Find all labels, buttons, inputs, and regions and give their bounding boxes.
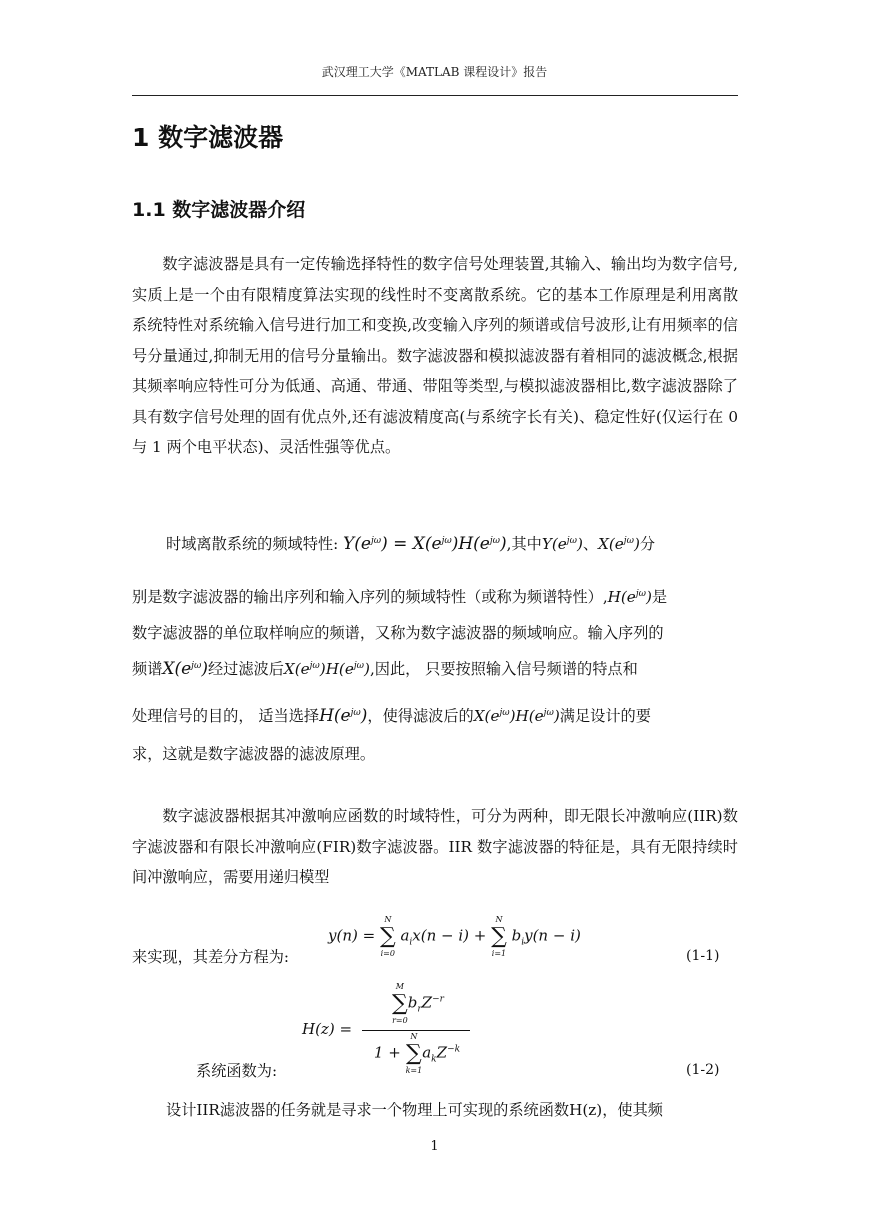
page-number: 1	[430, 1139, 439, 1154]
paragraph-freq-line4: 频谱$X(e^{j\omega})$经过滤波后$X(e^{j\omega})H(e^{j\omega})$,因此， 只要按照输入信号频谱的特点和	[132, 659, 638, 679]
difference-equation: y(n) = N ∑ i=0 $a_ix(n - i)$ + N ∑ i=1 $b_iy(n - i)$	[328, 915, 581, 958]
eq2-number: (1-2)	[686, 1062, 720, 1078]
paragraph-freq-line3: 数字滤波器的单位取样响应的频谱，又称为数字滤波器的频域响应。输入序列的	[132, 624, 664, 642]
eq2-prefix: 系统函数为:	[196, 1062, 278, 1080]
equation-inline: $Y(e^{j\omega}) = X(e^{j\omega})H(e^{j\omega})$	[343, 534, 507, 554]
paragraph-iir: 数字滤波器根据其冲激响应函数的时域特性，可分为两种，即无限长冲激响应(IIR)数字滤波器和有限长冲激响应(FIR)数字滤波器。IIR 数字滤波器的特征是，具有无限持续时间冲激响应，需要用递归模型	[132, 807, 738, 886]
transfer-function-denominator: 1 + N ∑ k=1 $a_kZ^{-k}$	[373, 1032, 461, 1075]
page-header: 武汉理工大学《MATLAB 课程设计》报告	[321, 65, 548, 79]
paragraph-freq-line1: 时域离散系统的频域特性: $Y(e^{j\omega}) = X(e^{j\omega})H(e^{j\omega})$,其中$Y(e^{j\omega})$、$X(e^{j\omega})$分	[166, 534, 656, 554]
eq1-number: (1-1)	[686, 948, 720, 964]
transfer-function-lhs: H(z) =	[302, 1020, 353, 1038]
chapter-title: 1 数字滤波器	[132, 123, 284, 152]
paragraph-intro: 数字滤波器是具有一定传输选择特性的数字信号处理装置,其输入、输出均为数字信号,实质上是一个由有限精度算法实现的线性时不变离散系统。它的基本工作原理是利用离散系统特性对系统输入信号进行加工和变换,改变输入序列的频谱或信号波形,让有用频率的信号分量通过,抑制无用的信号分量输出。数字滤波器和模拟滤波器有着相同的滤波概念,根据其频率响应特性可分为低通、高通、带通、带阻等类型,与模拟滤波器相比,数字滤波器除了具有数字信号处理的固有优点外,还有滤波精度高(与系统字长有关)、稳定性好(仅运行在 0 与 1 两个电平状态)、灵活性强等优点。	[132, 255, 738, 456]
paragraph-freq-line2: 别是数字滤波器的输出序列和输入序列的频域特性（或称为频谱特性）$,H(e^{j\omega})$是	[132, 588, 668, 606]
header-rule	[132, 95, 738, 96]
paragraph-freq-line6: 求，这就是数字滤波器的滤波原理。	[132, 745, 375, 763]
transfer-function-numerator: M ∑ r=0 $b_rZ^{-r}$	[392, 982, 444, 1025]
eq1-prefix: 来实现，其差分方程为:	[132, 948, 289, 966]
fraction-bar	[362, 1030, 470, 1031]
paragraph-freq-line5: 处理信号的目的， 适当选择$H(e^{j\omega})$，使得滤波后的$X(e^{j\omega})H(e^{j\omega})$满足设计的要	[132, 706, 651, 726]
section-title: 1.1 数字滤波器介绍	[132, 199, 306, 221]
paragraph-design: 设计IIR滤波器的任务就是寻求一个物理上可实现的系统函数H(z)，使其频	[166, 1101, 663, 1119]
